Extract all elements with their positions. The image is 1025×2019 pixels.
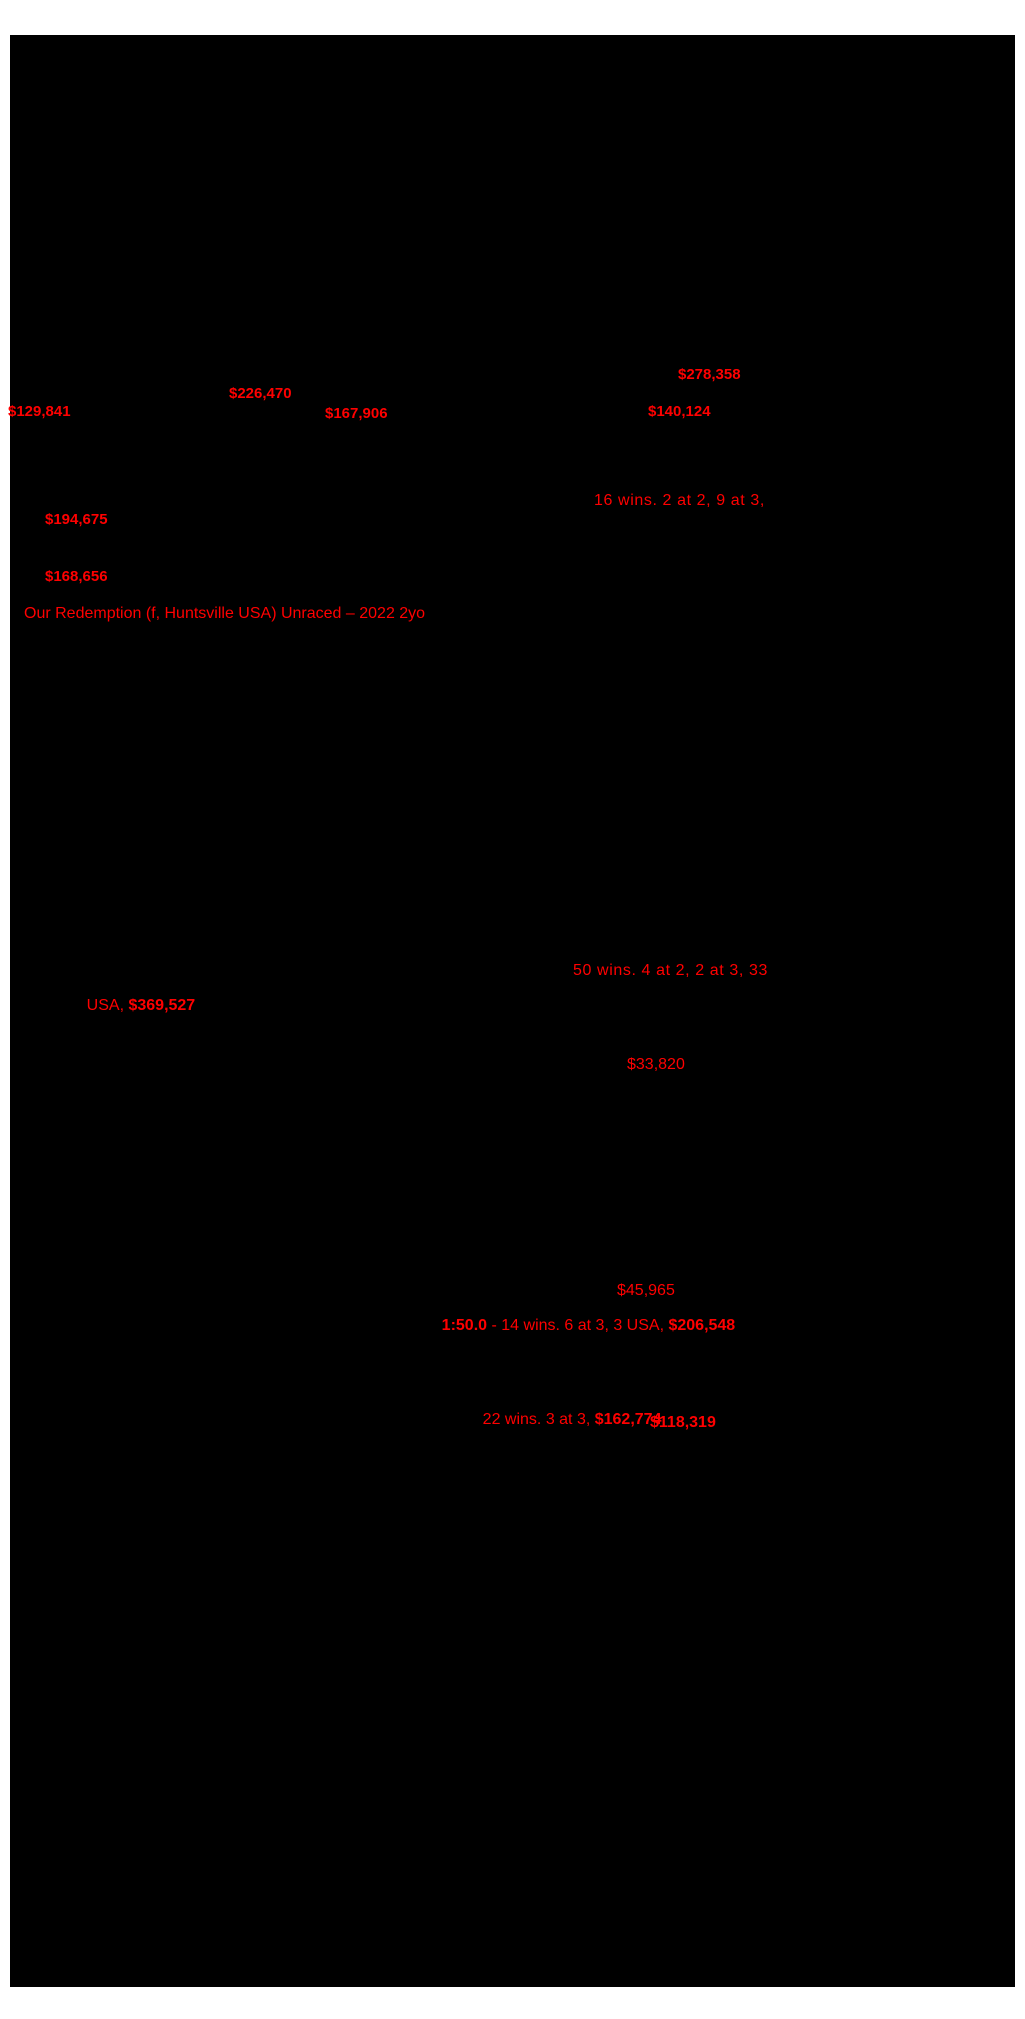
earnings-value: $278,358 bbox=[678, 366, 741, 383]
earnings-value: $194,675 bbox=[45, 511, 108, 528]
race-record-text: 22 wins. 3 at 3, bbox=[482, 1411, 595, 1428]
document-sheet bbox=[10, 35, 1015, 1987]
earnings-value: $129,841 bbox=[8, 403, 71, 420]
earnings-value: $206,548 bbox=[668, 1317, 736, 1334]
country-label: USA, bbox=[86, 997, 129, 1014]
progeny-line: Our Redemption (f, Huntsville USA) Unraced – 2022 2yo bbox=[24, 605, 426, 622]
earnings-value: $118,319 bbox=[650, 1414, 716, 1431]
earnings-value: $33,820 bbox=[627, 1056, 685, 1073]
earnings-value: $162,774 bbox=[594, 1411, 662, 1428]
earnings-value: $226,470 bbox=[229, 385, 292, 402]
earnings-value: $140,124 bbox=[648, 403, 711, 420]
country-earnings-line bbox=[60, 982, 195, 1030]
wins-earnings-line bbox=[456, 1396, 661, 1444]
earnings-value: $45,965 bbox=[617, 1282, 675, 1299]
race-record-line: 16 wins. 2 at 2, 9 at 3, bbox=[594, 492, 765, 509]
earnings-value: $167,906 bbox=[325, 405, 388, 422]
race-record-line: 50 wins. 4 at 2, 2 at 3, 33 bbox=[573, 962, 768, 979]
earnings-value: $168,656 bbox=[45, 568, 108, 585]
race-record-text: - 14 wins. 6 at 3, 3 USA, bbox=[487, 1317, 669, 1334]
time-record-line bbox=[415, 1302, 735, 1350]
race-time: 1:50.0 bbox=[441, 1317, 488, 1334]
earnings-value: $369,527 bbox=[128, 997, 196, 1014]
